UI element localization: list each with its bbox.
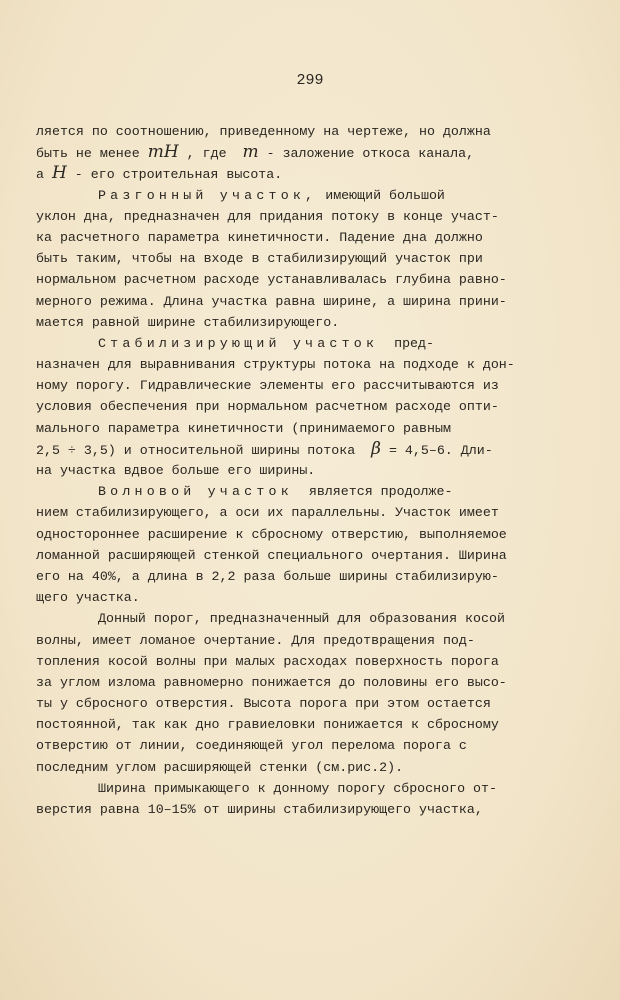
text-line: верстия равна 10–15% от ширины стабилизирующего участка, [36,802,483,817]
text-line: мального параметра кинетичности (принимаемого равным [36,420,451,436]
text-line: нормальном расчетном расходе устанавливалась глубина равно- [36,272,507,288]
text-line: отверстию от линии, соединяющей угол перелома порога с [36,738,467,754]
text-line: ты у сбросного отверстия. Высота порога при этом остается [36,696,491,712]
text-line: ляется по соотношению, приведенному на чертеже, но должна [36,124,491,139]
text-line: последним углом расширяющей стенки (см.рис.2). [36,759,404,775]
text-line [36,439,546,460]
text-line: мерного режима. Длина участка равна ширине, а ширина прини- [36,293,507,309]
text-fragment: быть не менее [36,146,148,162]
text-line: быть таким, чтобы на входе в стабилизирующий участок при [36,251,483,267]
math-symbol: β [371,438,381,459]
text-fragment: имеющий большой [317,187,445,203]
math-symbol: mH [147,142,179,163]
text-fragment: , где [178,146,243,162]
text-line [36,142,546,163]
page-number: 299 [296,72,324,89]
text-line: ка расчетного параметра кинетичности. Падение дна должно [36,229,483,245]
text-fragment: является продолже- [292,484,453,500]
text-fragment: 2,5 ÷ 3,5) и относительной ширины потока [36,442,372,458]
body-text [36,121,546,820]
text-line: назначен для выравнивания структуры потока на подходе к дон- [36,357,515,373]
text-line [36,333,546,354]
text-line: его на 40%, а длина в 2,2 раза больше ширины стабилизирую- [36,568,499,584]
text-fragment: - заложение откоса канала, [258,146,475,162]
text-line [36,163,546,184]
text-line: за углом излома равномерно понижается до половины его высо- [36,674,507,690]
math-symbol: H [51,163,67,184]
text-line: ломанной расширяющей стенкой специального очертания. Ширина [36,547,507,563]
text-line: волны, имеет ломаное очертание. Для предотвращения под- [36,632,475,648]
text-line: ному порогу. Гидравлические элементы его рассчитываются из [36,378,499,394]
spaced-term: Разгонный участок, [98,187,318,203]
text-fragment: а [36,167,52,183]
text-fragment: - его строительная высота. [66,167,283,183]
text-line [36,185,546,206]
text-line: Ширина примыкающего к донному порогу сбросного от- [98,780,497,796]
text-line: нием стабилизирующего, а оси их параллельны. Участок имеет [36,505,499,521]
text-fragment: пред- [378,335,434,351]
text-line: постоянной, так как дно гравиеловки понижается к сбросному [36,717,499,733]
text-fragment: = 4,5–6. Дли- [380,442,493,458]
text-line: условия обеспечения при нормальном расчетном расходе опти- [36,399,499,415]
spaced-term: Волновой участок [98,484,293,500]
math-symbol: m [242,142,259,163]
spaced-term: Стабилизирующий участок [98,335,379,351]
text-line: Донный порог, предназначенный для образования косой [98,611,505,627]
text-line [36,481,546,502]
text-line: одностороннее расширение к сбросному отверстию, выполняемое [36,526,507,542]
text-line: мается равной ширине стабилизирующего. [36,314,340,330]
text-line: уклон дна, предназначен для придания потоку в конце участ- [36,208,499,224]
text-line: на участка вдвое больше его ширины. [36,463,316,478]
text-line: щего участка. [36,590,140,606]
text-line: топления косой волны при малых расходах поверхность порога [36,653,499,669]
